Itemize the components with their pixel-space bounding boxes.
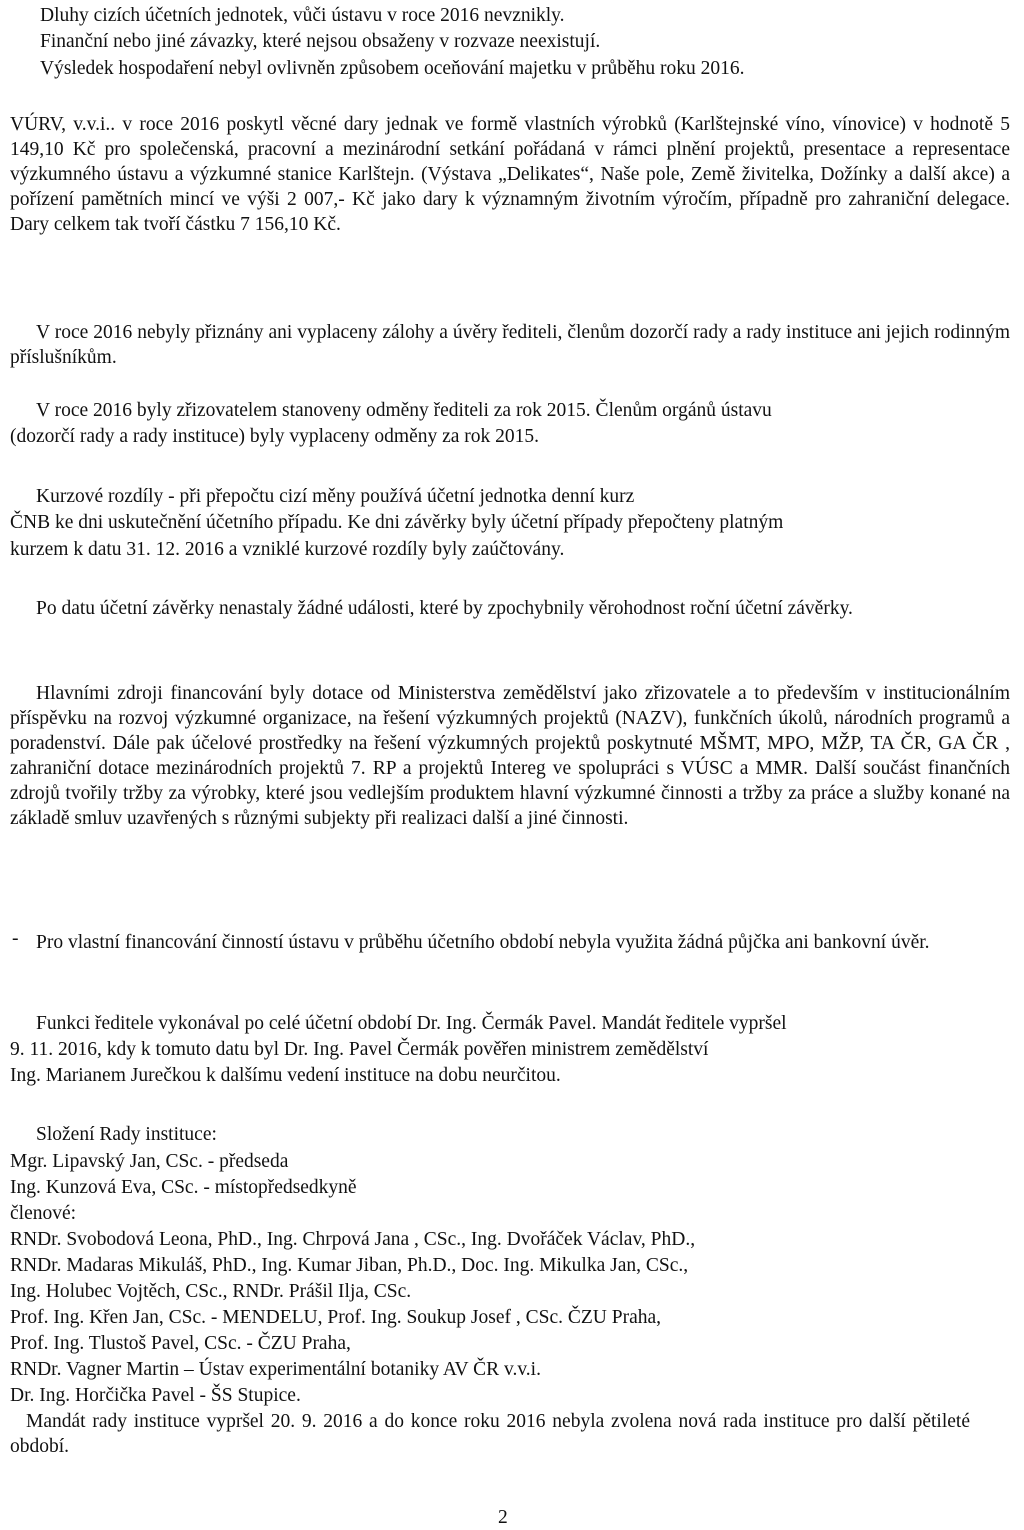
- board-member-line: Ing. Holubec Vojtěch, CSc., RNDr. Prášil Ilja, CSc.: [10, 1281, 412, 1302]
- paragraph-exchange-line-2: ČNB ke dni uskutečnění účetního případu. Ke dni závěrky byly účetní případy přepočteny platným: [10, 512, 784, 533]
- paragraph-director-line-3: Ing. Marianem Jurečkou k dalšímu vedení instituce na dobu neurčitou.: [10, 1065, 561, 1086]
- paragraph-exchange-line-1: Kurzové rozdíly - při přepočtu cizí měny používá účetní jednotka denní kurz: [36, 486, 635, 507]
- intro-line-liabilities: Finanční nebo jiné závazky, které nejsou obsaženy v rozvaze neexistují.: [40, 31, 601, 52]
- paragraph-loans-marker: -: [12, 928, 19, 949]
- board-member-line: RNDr. Madaras Mikuláš, PhD., Ing. Kumar Jiban, Ph.D., Doc. Ing. Mikulka Jan, CSc.,: [10, 1255, 689, 1276]
- paragraph-director-line-2: 9. 11. 2016, kdy k tomuto datu byl Dr. Ing. Pavel Čermák pověřen ministrem zemědělství: [10, 1039, 709, 1060]
- board-member-line: Prof. Ing. Tlustoš Pavel, CSc. - ČZU Praha,: [10, 1333, 351, 1354]
- page-number: 2: [498, 1507, 508, 1528]
- paragraph-director-line-1: Funkci ředitele vykonával po celé účetní období Dr. Ing. Čermák Pavel. Mandát ředitele vypršel: [36, 1013, 787, 1034]
- paragraph-financing: Hlavními zdroji financování byly dotace od Ministerstva zemědělství jako zřizovatele a to především v institucionálním příspěvku na rozvoj výzkumné organizace, na řešení výzkumných projektů (NAZV), funkčních úkolů, národních programů a poradenství. Dále pak účelové prostředky na řešení výzkumných projektů poskytnuté MŠMT, MPO, MŽP, TA ČR, GA ČR , zahraniční dotace mezinárodních projektů 7. RP a projektů Intereg ve spolupráci s VÚSC a MMR. Další součást finančních zdrojů tvořily tržby za výrobky, které jsou vedlejším produktem hlavní výzkumné činnosti a tržby za práce a služby konané na základě smluv uzavřených s různými subjekty při realizaci další a jiné činnosti.: [10, 683, 1010, 829]
- paragraph-rewards-line-2: (dozorčí rady a rady instituce) byly vyplaceny odměny za rok 2015.: [10, 426, 540, 447]
- paragraph-loans: Pro vlastní financování činností ústavu v průběhu účetního období nebyla využita žádná půjčka ani bankovní úvěr.: [36, 932, 930, 953]
- board-mandate: Mandát rady instituce vypršel 20. 9. 2016 a do konce roku 2016 nebyla zvolena nová rada instituce pro další pětileté období.: [10, 1411, 970, 1457]
- paragraph-gifts: VÚRV, v.v.i.. v roce 2016 poskytl věcné dary jednak ve formě vlastních výrobků (Karlštejnské víno, vínovice) v hodnotě 5 149,10 Kč pro společenská, pracovní a mezinárodní setkání pořádaná v rámci plnění projektů, presentace a representace výzkumného ústavu a výzkumné stanice Karlštejn. (Výstava „Delikates“, Naše pole, Země živitelka, Dožínky a další akce) a pořízení pamětních mincí ve výši 2 007,- Kč jako dary k významným životním výročím, případně pro zahraniční delegace. Dary celkem tak tvoří částku 7 156,10 Kč.: [10, 114, 1010, 235]
- board-heading: Složení Rady instituce:: [36, 1124, 217, 1145]
- board-member-line: RNDr. Svobodová Leona, PhD., Ing. Chrpová Jana , CSc., Ing. Dvořáček Václav, PhD.,: [10, 1229, 696, 1250]
- paragraph-rewards-line-1: V roce 2016 byly zřizovatelem stanoveny odměny řediteli za rok 2015. Členům orgánů ústavu: [36, 400, 772, 421]
- board-member-line: Mgr. Lipavský Jan, CSc. - předseda: [10, 1151, 289, 1172]
- paragraph-after-closing: Po datu účetní závěrky nenastaly žádné události, které by zpochybnily věrohodnost roční účetní závěrky.: [36, 598, 853, 619]
- board-member-line: Prof. Ing. Křen Jan, CSc. - MENDELU, Prof. Ing. Soukup Josef , CSc. ČZU Praha,: [10, 1307, 662, 1328]
- intro-line-debts: Dluhy cizích účetních jednotek, vůči ústavu v roce 2016 nevznikly.: [40, 5, 565, 26]
- board-member-line: Dr. Ing. Horčička Pavel - ŠS Stupice.: [10, 1385, 301, 1406]
- intro-line-result: Výsledek hospodaření nebyl ovlivněn způsobem oceňování majetku v průběhu roku 2016.: [40, 58, 745, 79]
- board-member-line: RNDr. Vagner Martin – Ústav experimentální botaniky AV ČR v.v.i.: [10, 1359, 541, 1380]
- paragraph-exchange-line-3: kurzem k datu 31. 12. 2016 a vzniklé kurzové rozdíly byly zaúčtovány.: [10, 539, 565, 560]
- board-members-label: členové:: [10, 1203, 77, 1224]
- board-member-line: Ing. Kunzová Eva, CSc. - místopředsedkyně: [10, 1177, 357, 1198]
- paragraph-advances: V roce 2016 nebyly přiznány ani vyplaceny zálohy a úvěry řediteli, členům dozorčí rady a rady instituce ani jejich rodinným příslušníkům.: [10, 322, 1010, 368]
